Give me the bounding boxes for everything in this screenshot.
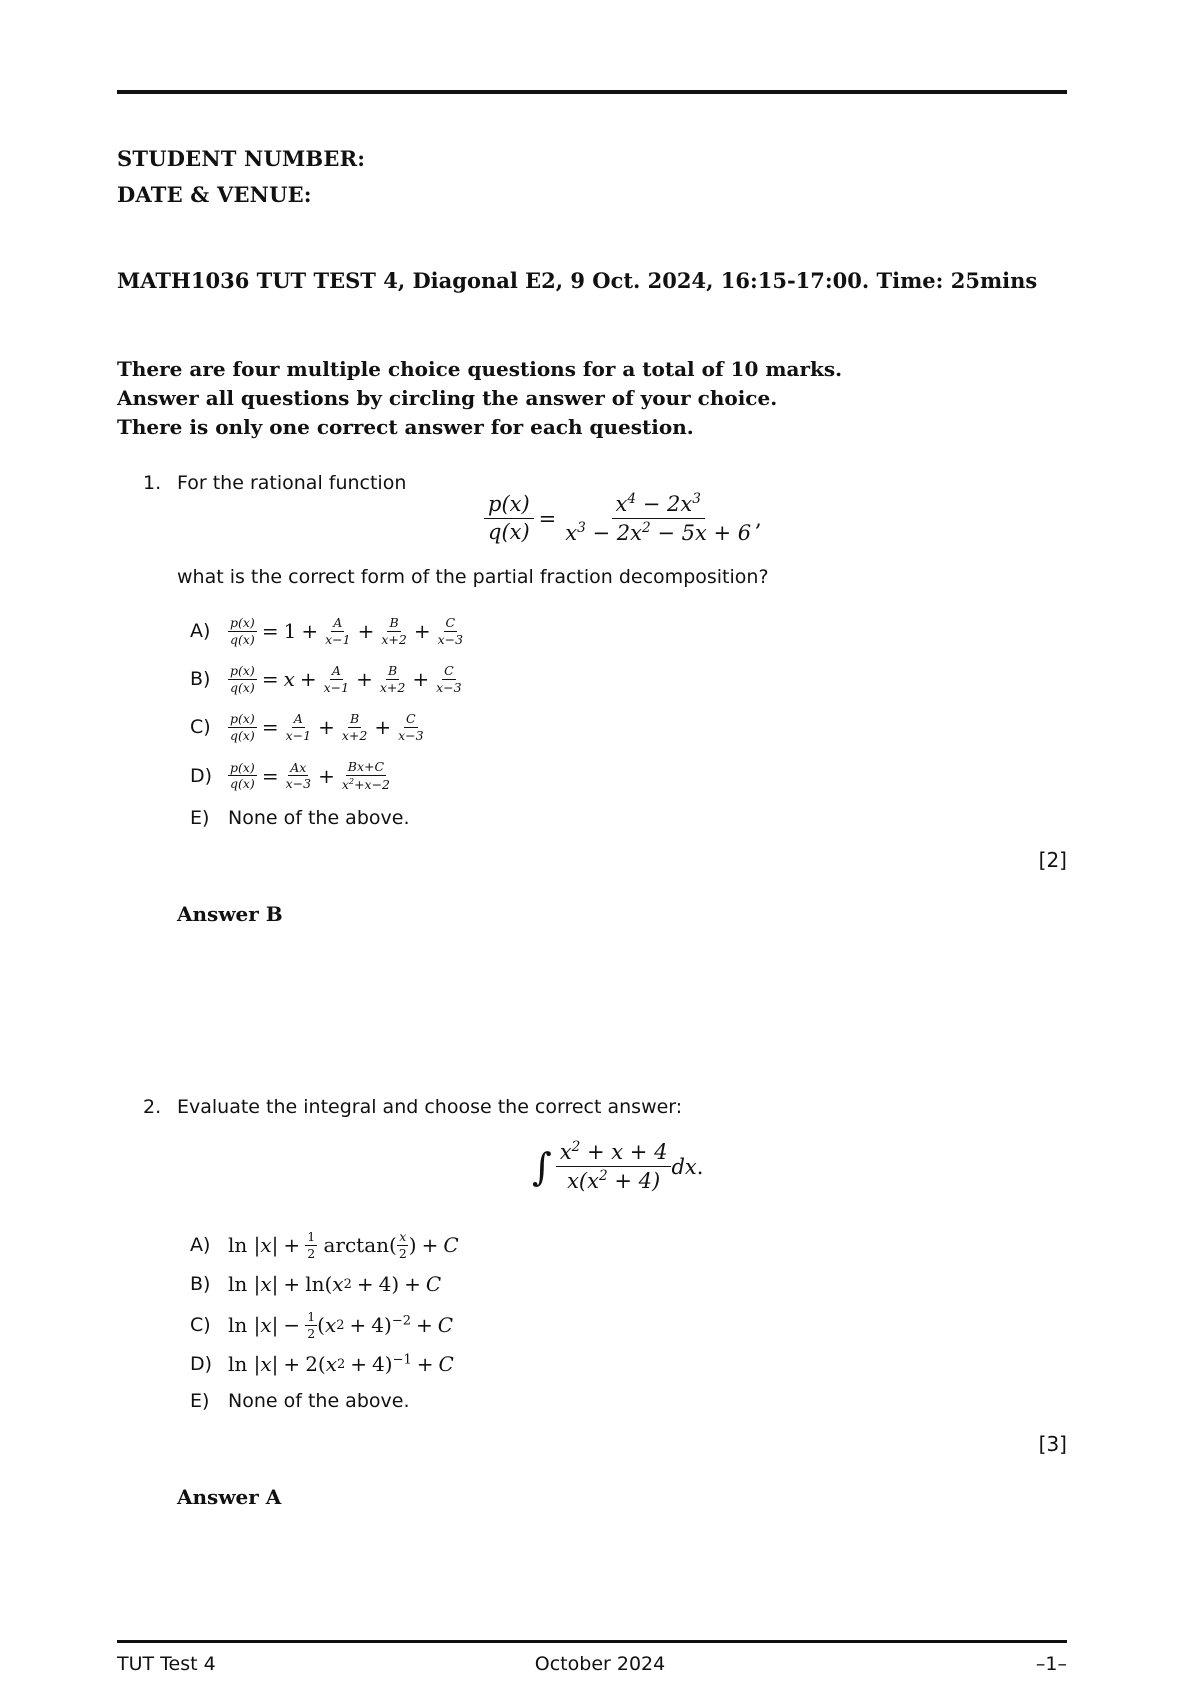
q2-option-b[interactable] (190, 1272, 441, 1296)
option-label: A) (190, 1234, 211, 1257)
option-expression: ln | x | + $\frac{1}{2}$ arctan( $\frac{x}{2}$ ) + C (228, 1229, 459, 1261)
student-number-label: STUDENT NUMBER: (117, 146, 366, 171)
q1-option-c[interactable] (190, 712, 426, 743)
q2-option-c[interactable] (190, 1310, 453, 1341)
option-label: D) (190, 1353, 213, 1375)
instruction-1: There are four multiple choice questions for a total of 10 marks. (117, 357, 843, 381)
option-label: E) (190, 807, 210, 829)
q2-integral: ∫ $\frac{x^2 + x + 4}{x(x^2 + 4)}$ dx . (532, 1139, 704, 1194)
q1-option-b[interactable] (190, 664, 464, 695)
footer-center: October 2024 (534, 1653, 666, 1675)
q2-marks: [3] (1038, 1432, 1067, 1456)
option-text: None of the above. (228, 1390, 410, 1412)
q1-option-e[interactable] (190, 807, 409, 829)
option-expression: $\frac{p(x)}{q(x)}$ = x + $\frac{A}{x-1}$ + $\frac{B}{x+2}$ + $\frac{C}{x-3}$ (230, 663, 462, 695)
instruction-3: There is only one correct answer for each question. (117, 415, 694, 439)
bottom-rule (117, 1640, 1067, 1643)
option-label: E) (190, 1390, 210, 1412)
q2-answer: Answer A (177, 1485, 282, 1509)
top-rule (117, 90, 1067, 94)
date-venue-label: DATE & VENUE: (117, 182, 312, 207)
q1-prompt: what is the correct form of the partial fraction decomposition? (177, 566, 769, 588)
q1-intro: For the rational function (177, 472, 407, 494)
option-expression: $\frac{p(x)}{q(x)}$ = $\frac{Ax}{x-3}$ + $\frac{Bx+C}{x^2+x-2}$ (230, 759, 391, 792)
option-expression: ln | x | + ln( x 2 + 4) + C (228, 1272, 442, 1296)
q1-option-a[interactable] (190, 616, 465, 647)
footer-left: TUT Test 4 (117, 1653, 216, 1675)
option-expression: $\frac{p(x)}{q(x)}$ = 1 + $\frac{A}{x-1}$ + $\frac{B}{x+2}$ + $\frac{C}{x-3}$ (230, 615, 464, 647)
option-label: C) (190, 716, 211, 739)
q1-marks: [2] (1038, 848, 1067, 872)
q2-number: 2. (143, 1096, 162, 1118)
test-title: MATH1036 TUT TEST 4, Diagonal E2, 9 Oct. 2024, 16:15-17:00. Time: 25mins (117, 268, 1038, 293)
option-expression: ln | x | − $\frac{1}{2}$ ( x 2 + 4)$^{-2}$ + C (228, 1309, 454, 1341)
option-expression: ln | x | + 2( x 2 + 4)$^{-1}$ + C (228, 1352, 454, 1376)
q1-option-d[interactable] (190, 760, 392, 792)
q2-option-e[interactable] (190, 1390, 409, 1412)
footer-page-number: –1– (1035, 1653, 1067, 1675)
option-label: B) (190, 668, 211, 691)
q1-answer: Answer B (177, 902, 283, 926)
q2-option-a[interactable] (190, 1230, 459, 1261)
q1-number: 1. (143, 472, 162, 494)
q2-option-d[interactable] (190, 1352, 454, 1376)
option-label: C) (190, 1314, 211, 1337)
q2-intro: Evaluate the integral and choose the correct answer: (177, 1096, 683, 1118)
option-label: D) (190, 764, 213, 787)
q1-function-equation: $\frac{p(x)}{q(x)}$ = $\frac{x^4 - 2x^3}{x^3 - 2x^2 - 5x + 6}$ , (484, 492, 762, 545)
option-label: A) (190, 620, 211, 643)
instruction-2: Answer all questions by circling the answer of your choice. (117, 386, 778, 410)
option-expression: $\frac{p(x)}{q(x)}$ = $\frac{A}{x-1}$ + $\frac{B}{x+2}$ + $\frac{C}{x-3}$ (230, 711, 424, 743)
option-text: None of the above. (228, 807, 410, 829)
option-label: B) (190, 1273, 211, 1295)
